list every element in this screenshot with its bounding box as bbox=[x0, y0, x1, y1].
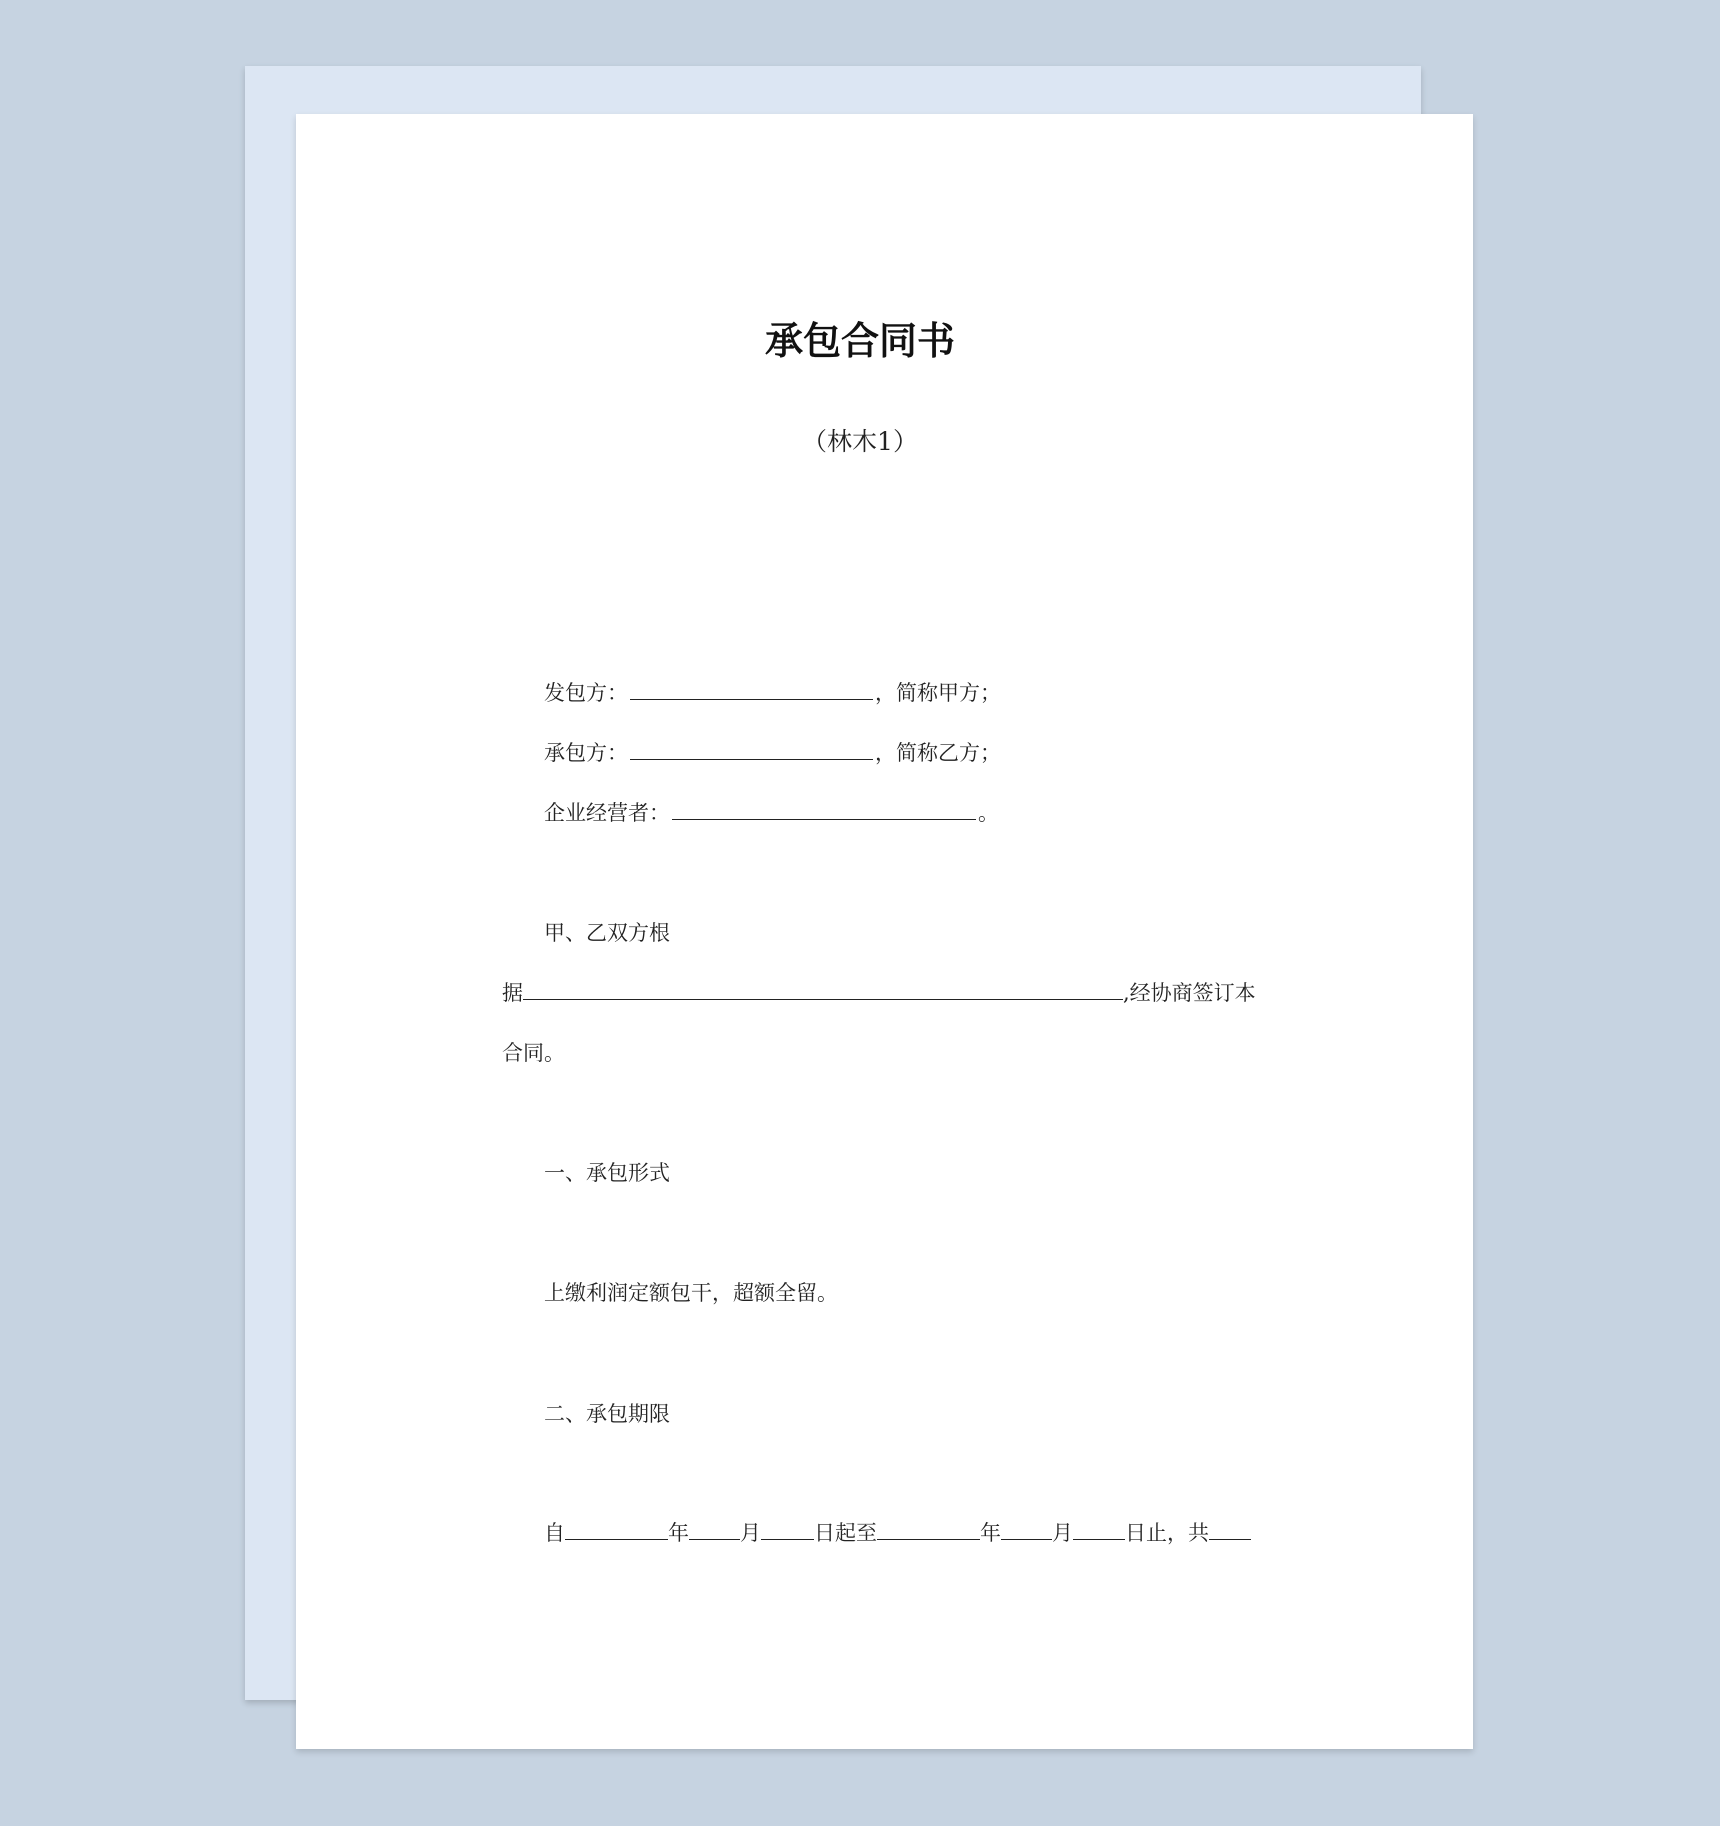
basis-blank[interactable] bbox=[523, 979, 1123, 1000]
start-year-blank[interactable] bbox=[565, 1519, 668, 1540]
section2-heading: 二、承包期限 bbox=[544, 1402, 670, 1426]
party-a-line bbox=[544, 678, 1001, 708]
day-label: 日起至 bbox=[814, 1521, 877, 1545]
party-b-line bbox=[544, 738, 1001, 768]
year-label: 年 bbox=[668, 1521, 689, 1545]
operator-line bbox=[544, 798, 999, 828]
intro-line-3: 合同。 bbox=[502, 1041, 565, 1065]
operator-suffix: 。 bbox=[978, 801, 999, 825]
intro-suffix: ,经协商签订本 bbox=[1123, 981, 1256, 1005]
document-subtitle: （林木1） bbox=[802, 427, 918, 456]
operator-label: 企业经营者： bbox=[544, 801, 670, 825]
document-title: 承包合同书 bbox=[764, 319, 955, 363]
operator-blank[interactable] bbox=[672, 799, 976, 820]
total-blank[interactable] bbox=[1209, 1519, 1251, 1540]
start-day-blank[interactable] bbox=[761, 1519, 814, 1540]
year-label: 年 bbox=[980, 1521, 1001, 1545]
party-a-suffix: ，简称甲方； bbox=[875, 681, 1001, 705]
period-from: 自 bbox=[544, 1521, 565, 1545]
end-year-blank[interactable] bbox=[877, 1519, 980, 1540]
month-label: 月 bbox=[1052, 1521, 1073, 1545]
party-a-label: 发包方： bbox=[544, 681, 628, 705]
start-month-blank[interactable] bbox=[689, 1519, 740, 1540]
intro-line-2 bbox=[502, 978, 1256, 1008]
end-day-blank[interactable] bbox=[1073, 1519, 1125, 1540]
intro-prefix: 据 bbox=[502, 981, 523, 1005]
section1-text: 上缴利润定额包干，超额全留。 bbox=[544, 1281, 838, 1305]
party-b-label: 承包方： bbox=[544, 741, 628, 765]
party-b-blank[interactable] bbox=[630, 739, 873, 760]
period-line bbox=[544, 1518, 1251, 1548]
party-a-blank[interactable] bbox=[630, 679, 873, 700]
party-b-suffix: ，简称乙方； bbox=[875, 741, 1001, 765]
day-label: 日止，共 bbox=[1125, 1521, 1209, 1545]
end-month-blank[interactable] bbox=[1001, 1519, 1052, 1540]
month-label: 月 bbox=[740, 1521, 761, 1545]
section1-heading: 一、承包形式 bbox=[544, 1161, 670, 1185]
intro-line-1: 甲、乙双方根 bbox=[544, 921, 670, 945]
